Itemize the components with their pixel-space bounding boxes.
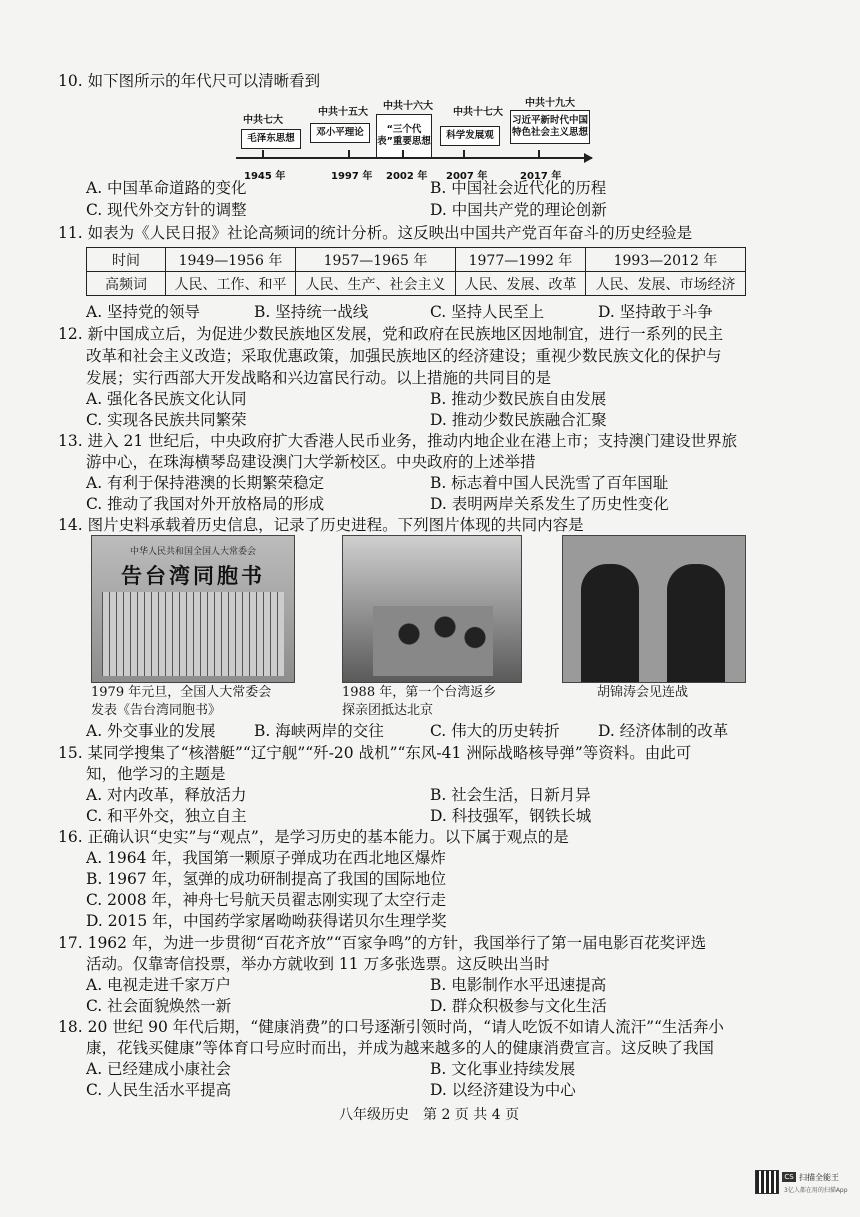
q17-line: 活动。仅靠寄信投票，举办方就收到 11 万多张选票。这反映出当时 [86,955,550,973]
q12-line: 发展；实行西部大开发战略和兴边富民行动。以上措施的共同目的是 [86,369,552,387]
table-cell: 1993—2012 年 [585,248,745,272]
q11-option-a[interactable]: A. 坚持党的领导 [86,303,201,321]
q13-option-c[interactable]: C. 推动了我国对外开放格局的形成 [86,495,325,513]
year-label: 2007 年 [446,171,488,182]
q14-option-c[interactable]: C. 伟大的历史转折 [430,722,560,740]
q12-line: 12. 新中国成立后，为促进少数民族地区发展，党和政府在民族地区因地制宜，进行一系列的民主 [58,325,724,343]
q17-line: 17. 1962 年，为进一步贯彻“百花齐放”“百家争鸣”的方针，我国举行了第一届电影百花奖评选 [58,934,707,952]
caption-line: 1979 年元旦，全国人大常委会 [91,685,272,700]
q17-option-c[interactable]: C. 社会面貌焕然一新 [86,997,232,1015]
q11-option-c[interactable]: C. 坚持人民至上 [430,303,545,321]
table-row [87,248,746,272]
photo-taiwan-letter [91,535,295,683]
camscanner-logo: CS [782,1172,796,1182]
table-cell: 1957—1965 年 [295,248,455,272]
q17-option-d[interactable]: D. 群众积极参与文化生活 [430,997,607,1015]
tick [402,150,404,158]
q13-line: 游中心，在珠海横琴岛建设澳门大学新校区。中央政府的上述举措 [86,453,536,471]
photo-caption-title: 告台湾同胞书 [121,563,265,588]
q15-line: 15. 某同学搜集了“核潜艇”“辽宁舰”“歼-20 战机”“东风-41 洲际战略核导弹”等资料。由此可 [58,744,692,762]
caption-line: 1988 年，第一个台湾返乡 [342,685,497,700]
q12-line: 改革和社会主义改造；采取优惠政策，加强民族地区的经济建设；重视少数民族文化的保护与 [86,347,722,365]
q15-option-d[interactable]: D. 科技强军，钢铁长城 [430,807,592,825]
q12-option-c[interactable]: C. 实现各民族共同繁荣 [86,411,247,429]
q16-option-a[interactable]: A. 1964 年，我国第一颗原子弹成功在西北地区爆炸 [86,849,446,867]
q16-option-c[interactable]: C. 2008 年，神舟七号航天员翟志刚实现了太空行走 [86,891,447,909]
table-cell: 人民、发展、改革 [455,272,585,296]
photo-meeting [562,535,746,683]
q14-stem: 14. 图片史料承载着历史信息，记录了历史进程。下列图片体现的共同内容是 [58,516,584,534]
q16-stem: 16. 正确认识“史实”与“观点”，是学习历史的基本能力。以下属于观点的是 [58,828,569,846]
tick [262,150,264,158]
frequency-table [86,247,746,296]
q15-option-c[interactable]: C. 和平外交，独立自主 [86,807,247,825]
q13-option-a[interactable]: A. 有利于保持港澳的长期繁荣稳定 [86,474,325,492]
table-cell: 1949—1956 年 [166,248,296,272]
congress-label: 中共十九大 [525,98,575,109]
photo-person-left [581,564,639,682]
photo-caption-header: 中华人民共和国全国人大常委会 [129,547,256,557]
table-cell: 人民、生产、社会主义 [295,272,455,296]
watermark-subtitle: 3亿人都在用的扫描App [784,1187,848,1194]
q10-stem: 10. 如下图所示的年代尺可以清晰看到 [58,72,321,90]
table-cell: 人民、工作、和平 [166,272,296,296]
theory-box: 科学发展观 [440,126,500,146]
congress-label: 中共十七大 [453,107,503,118]
caption-line: 发表《告台湾同胞书》 [91,703,222,718]
theory-box: 习近平新时代中国特色社会主义思想 [510,110,590,144]
q12-option-d[interactable]: D. 推动少数民族融合汇聚 [430,411,607,429]
q18-option-d[interactable]: D. 以经济建设为中心 [430,1081,576,1099]
timeline-arrow-icon [584,153,593,163]
q18-line: 康，花钱买健康”等体育口号应时而出，并成为越来越多的人的健康消费宣言。这反映了我国 [86,1039,714,1057]
year-label: 2002 年 [386,171,428,182]
caption-line: 胡锦涛会见连战 [597,685,689,700]
q18-line: 18. 20 世纪 90 年代后期，“健康消费”的口号逐渐引领时尚，“请人吃饭不如请人流汗”“生活奔小 [58,1018,724,1036]
theory-box: 毛泽东思想 [241,129,301,149]
q14-option-b[interactable]: B. 海峡两岸的交往 [254,722,384,740]
photo-person-right [667,564,725,682]
q18-option-c[interactable]: C. 人民生活水平提高 [86,1081,232,1099]
q11-option-b[interactable]: B. 坚持统一战线 [254,303,369,321]
q14-option-d[interactable]: D. 经济体制的改革 [598,722,729,740]
table-cell: 人民、发展、市场经济 [585,272,745,296]
theory-box: “三个代表”重要思想 [376,114,432,158]
q10-option-c[interactable]: C. 现代外交方针的调整 [86,201,247,219]
q11-stem: 11. 如表为《人民日报》社论高频词的统计分析。这反映出中国共产党百年奋斗的历史经验是 [58,224,693,242]
photo-returning-group [342,535,522,683]
q18-option-b[interactable]: B. 文化事业持续发展 [430,1060,576,1078]
q13-option-b[interactable]: B. 标志着中国人民洗雪了百年国耻 [430,474,669,492]
q12-option-a[interactable]: A. 强化各民族文化认同 [86,390,247,408]
q10-option-b[interactable]: B. 中国社会近代化的历程 [430,179,607,197]
table-cell: 高频词 [87,272,166,296]
year-label: 1997 年 [331,171,373,182]
table-cell: 1977—1992 年 [455,248,585,272]
q10-option-d[interactable]: D. 中国共产党的理论创新 [430,201,607,219]
q17-option-a[interactable]: A. 电视走进千家万户 [86,976,232,994]
q16-option-d[interactable]: D. 2015 年，中国药学家屠呦呦获得诺贝尔生理学奖 [86,912,447,930]
table-cell: 时间 [87,248,166,272]
q15-option-b[interactable]: B. 社会生活，日新月异 [430,786,591,804]
congress-label: 中共十五大 [318,107,368,118]
congress-label: 中共十六大 [383,101,433,112]
tick [463,150,465,158]
page-footer: 八年级历史 第 2 页 共 4 页 [339,1107,520,1123]
caption-line: 探亲团抵达北京 [342,703,434,718]
q15-option-a[interactable]: A. 对内改革，释放活力 [86,786,247,804]
tick [538,150,540,158]
year-label: 2017 年 [520,171,562,182]
q13-option-d[interactable]: D. 表明两岸关系发生了历史性变化 [430,495,669,513]
table-row [87,272,746,296]
watermark-title: 扫描全能王 [799,1173,839,1182]
q10-option-a[interactable]: A. 中国革命道路的变化 [86,179,247,197]
photo-crowd [373,606,493,676]
q18-option-a[interactable]: A. 已经建成小康社会 [86,1060,232,1078]
q11-option-d[interactable]: D. 坚持敢于斗争 [598,303,713,321]
q16-option-b[interactable]: B. 1967 年，氢弹的成功研制提高了我国的国际地位 [86,870,447,888]
q17-option-b[interactable]: B. 电影制作水平迅速提高 [430,976,607,994]
year-label: 1945 年 [244,171,286,182]
congress-label: 中共七大 [243,115,283,126]
q15-line: 知，他学习的主题是 [86,765,226,783]
qr-code-icon [755,1170,779,1194]
q12-option-b[interactable]: B. 推动少数民族自由发展 [430,390,607,408]
tick [348,150,350,158]
q14-option-a[interactable]: A. 外交事业的发展 [86,722,216,740]
q13-line: 13. 进入 21 世纪后，中央政府扩大香港人民币业务，推动内地企业在港上市；支持澳门建设世界旅 [58,432,738,450]
photo-newspaper-text [102,592,284,676]
theory-box: 邓小平理论 [310,123,370,143]
